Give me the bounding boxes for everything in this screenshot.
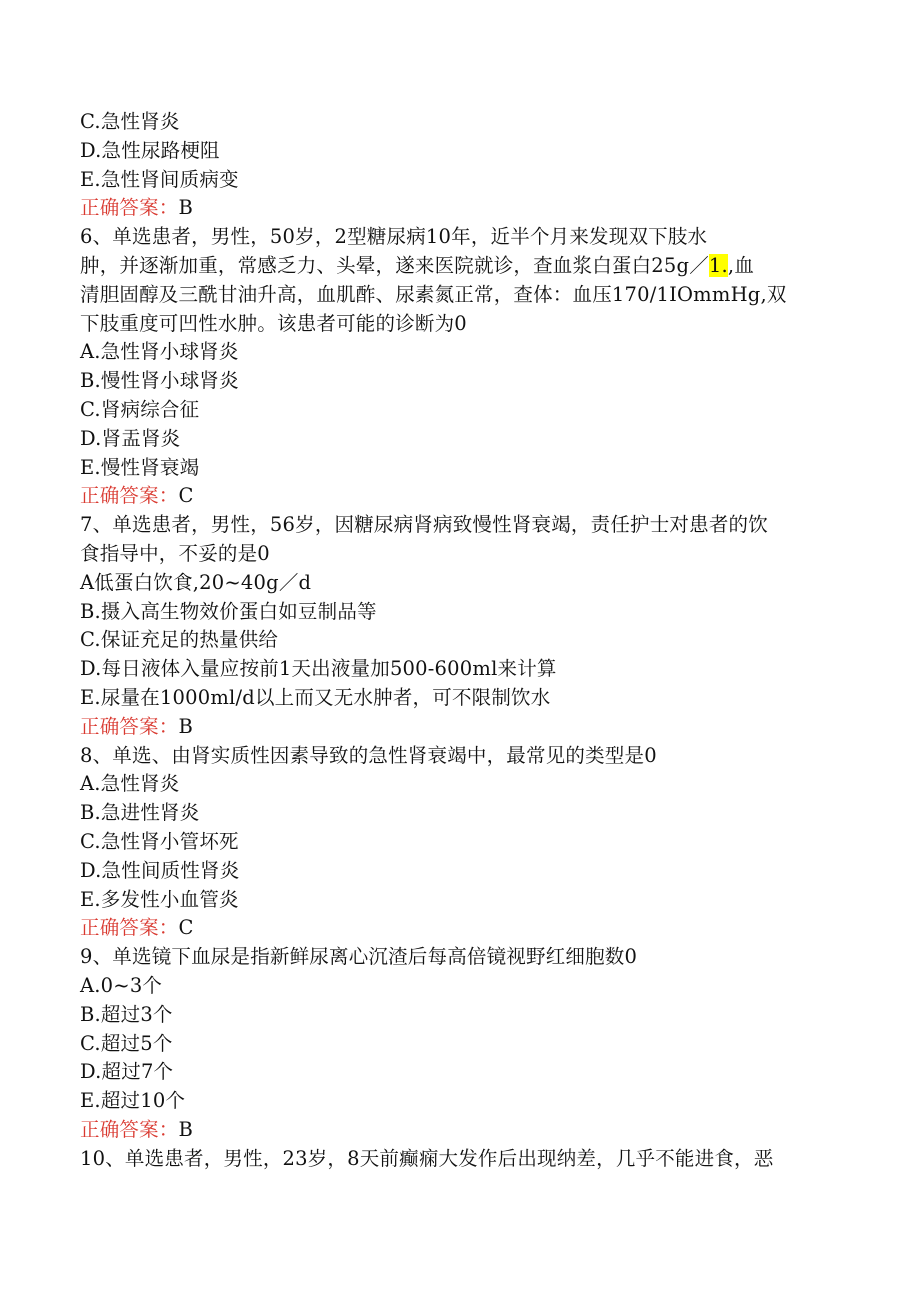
question-6-line-2 [80, 252, 832, 281]
option-a: A.急性肾小球肾炎 [80, 340, 239, 364]
answer-value: B [178, 196, 194, 220]
question-6-stem [80, 223, 832, 338]
option-a: A.0~3个 [80, 973, 163, 997]
answer-line [80, 713, 832, 742]
option-d: D.每日液体入量应按前1天出液量加500-600ml来计算 [80, 657, 557, 681]
option-b: B.超过3个 [80, 1002, 173, 1026]
question-9-line-1: 9、单选镜下血尿是指新鲜尿离心沉渣后每高倍镜视野红细胞数0 [80, 945, 638, 969]
option-d: D.急性尿路梗阻 [80, 138, 220, 162]
option-a: A.急性肾炎 [80, 772, 180, 796]
answer-value: B [178, 1117, 194, 1141]
question-8-stem [80, 742, 832, 771]
answer-label: 正确答案： [80, 916, 179, 940]
question-8-line-1: 8、单选、由肾实质性因素导致的急性肾衰竭中，最常见的类型是0 [80, 743, 657, 767]
answer-value: C [178, 484, 194, 508]
highlight-mark: 1. [708, 253, 728, 277]
document-body [80, 108, 832, 1173]
answer-label: 正确答案： [80, 714, 179, 738]
option-e: E.多发性小血管炎 [80, 887, 239, 911]
answer-line [80, 482, 832, 511]
answer-value: B [178, 714, 194, 738]
question-6-line-1: 6、单选患者，男性，50岁，2型糖尿病10年，近半个月来发现双下肢水 [80, 225, 708, 249]
option-c: C.急性肾炎 [80, 110, 180, 133]
question-7-line-1: 7、单选患者，男性，56岁，因糖尿病肾病致慢性肾衰竭，责任护士对患者的饮 [80, 513, 768, 537]
option-b: B.慢性肾小球肾炎 [80, 369, 239, 393]
question-6-line-4: 下肢重度可凹性水肿。该患者可能的诊断为0 [80, 311, 467, 335]
question-7-stem [80, 511, 832, 569]
question-7-line-2: 食指导中，不妥的是0 [80, 541, 270, 565]
question-10-stem [80, 1145, 832, 1174]
question-9-stem [80, 943, 832, 972]
option-d: D.急性间质性肾炎 [80, 858, 240, 882]
option-c: C.肾病综合征 [80, 397, 200, 421]
answer-value: C [178, 916, 194, 940]
option-c: C.保证充足的热量供给 [80, 628, 279, 652]
option-e: E.尿量在1000ml/d以上而又无水肿者，可不限制饮水 [80, 685, 551, 709]
answer-label: 正确答案： [80, 196, 179, 220]
option-e: E.急性肾间质病变 [80, 167, 239, 191]
question-10-line-1: 10、单选患者，男性，23岁，8天前癫痫大发作后出现纳差，几乎不能进食，恶 [80, 1146, 774, 1170]
option-a: A低蛋白饮食,20~40g／d [80, 570, 312, 594]
option-e: E.慢性肾衰竭 [80, 455, 200, 479]
question-6-line-2b: ,血 [727, 253, 755, 277]
answer-line [80, 1116, 832, 1145]
question-6-line-2a: 肿，并逐渐加重，常感乏力、头晕，遂来医院就诊，查血浆白蛋白25g／ [80, 253, 709, 277]
option-e: E.超过10个 [80, 1089, 186, 1113]
option-b: B.急进性肾炎 [80, 801, 200, 825]
option-c: C.超过5个 [80, 1031, 173, 1055]
answer-line [80, 194, 832, 223]
question-6-line-3: 清胆固醇及三酰甘油升高，血肌酢、尿素氮正常，查体：血压170/1IOmmHg,双 [80, 282, 787, 306]
option-d: D.肾盂肾炎 [80, 426, 181, 450]
answer-label: 正确答案： [80, 484, 179, 508]
option-b: B.摄入高生物效价蛋白如豆制品等 [80, 599, 377, 623]
answer-label: 正确答案： [80, 1117, 179, 1141]
answer-line [80, 914, 832, 943]
option-d: D.超过7个 [80, 1060, 174, 1084]
option-c: C.急性肾小管坏死 [80, 829, 239, 853]
